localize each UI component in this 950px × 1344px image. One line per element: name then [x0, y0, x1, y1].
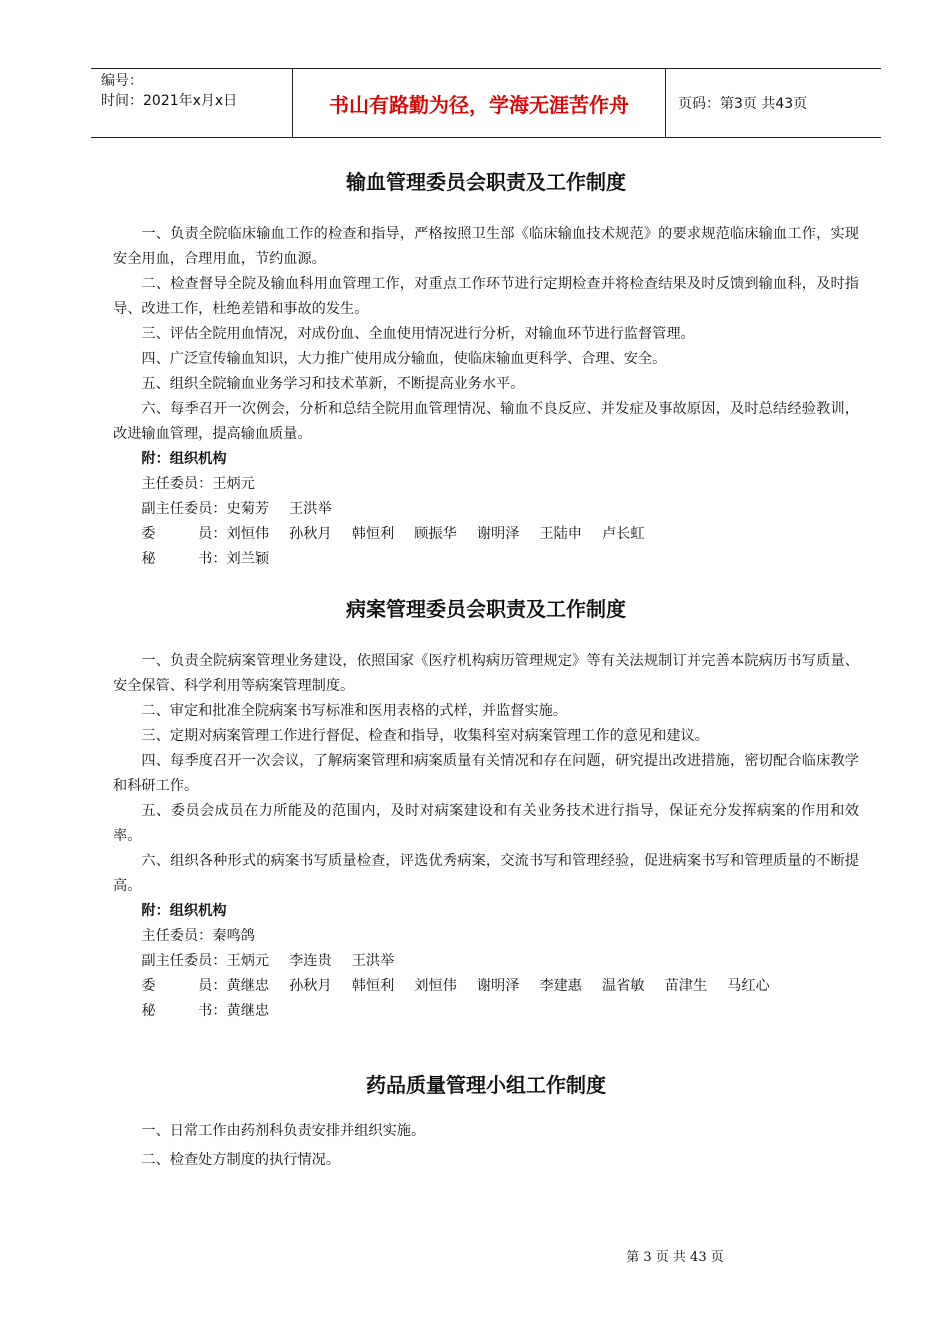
paragraph: 五、委员会成员在力所能及的范围内，及时对病案建设和有关业务技术进行指导，保证充分发挥病案的作用和效率。 [113, 803, 859, 844]
paragraph: 一、负责全院临床输血工作的检查和指导，严格按照卫生部《临床输血技术规范》的要求规范临床输血工作，实现安全用血，合理用血，节约血源。 [113, 226, 859, 267]
header-meta [91, 69, 293, 137]
org-secretary: 秘 书：黄继忠 [141, 1003, 270, 1019]
paragraph: 三、评估全院用血情况，对成份血、全血使用情况进行分析，对输血环节进行监督管理。 [141, 326, 695, 342]
org-secretary: 秘 书：刘兰颖 [141, 551, 270, 567]
document-body [113, 150, 859, 1175]
number-label: 编号： [101, 73, 143, 89]
org-members: 委 员：黄继忠 孙秋月 韩恒利 刘恒伟 谢明泽 李建惠 温省敏 苗津生 马红心 [141, 978, 770, 994]
org-chair: 主任委员：秦鸣鸽 [141, 928, 255, 944]
paragraph: 六、每季召开一次例会，分析和总结全院用血管理情况、输血不良反应、并发症及事故原因，及时总结经验教训，改进输血管理，提高输血质量。 [113, 401, 859, 442]
header-motto: 书山有路勤为径，学海无涯苦作舟 [293, 69, 666, 137]
document-header [91, 68, 881, 138]
paragraph: 四、广泛宣传输血知识，大力推广使用成分输血，使临床输血更科学、合理、安全。 [141, 351, 667, 367]
paragraph: 六、组织各种形式的病案书写质量检查，评选优秀病案，交流书写和管理经验，促进病案书写和管理质量的不断提高。 [113, 853, 859, 894]
paragraph: 三、定期对病案管理工作进行督促、检查和指导，收集科室对病案管理工作的意见和建议。 [141, 728, 709, 744]
org-heading: 附：组织机构 [141, 451, 227, 467]
page-number: 第 3 页 共 43 页 [626, 1250, 724, 1265]
org-heading: 附：组织机构 [141, 903, 227, 919]
org-vice-chair: 副主任委员：史菊芳 王洪举 [141, 501, 332, 517]
paragraph: 一、负责全院病案管理业务建设，依照国家《医疗机构病历管理规定》等有关法规制订并完善本院病历书写质量、安全保管、科学利用等病案管理制度。 [113, 653, 859, 694]
paragraph: 二、审定和批准全院病案书写标准和医用表格的式样，并监督实施。 [141, 703, 568, 719]
org-vice-chair: 副主任委员：王炳元 李连贵 王洪举 [141, 953, 395, 969]
section-title: 药品质量管理小组工作制度 [366, 1073, 606, 1097]
time-label: 时间：2021年x月x日 [101, 93, 238, 109]
page-footer [0, 1246, 950, 1265]
paragraph: 四、每季度召开一次会议，了解病案管理和病案质量有关情况和存在问题，研究提出改进措施，密切配合临床教学和科研工作。 [113, 753, 859, 794]
org-members: 委 员：刘恒伟 孙秋月 韩恒利 顾振华 谢明泽 王陆申 卢长虹 [141, 526, 645, 542]
section-title: 输血管理委员会职责及工作制度 [346, 170, 626, 194]
header-page-info: 页码：第3页 共43页 [678, 96, 808, 112]
paragraph: 二、检查处方制度的执行情况。 [141, 1152, 341, 1168]
section-title: 病案管理委员会职责及工作制度 [346, 597, 626, 621]
org-chair: 主任委员：王炳元 [141, 476, 255, 492]
paragraph: 二、检查督导全院及输血科用血管理工作，对重点工作环节进行定期检查并将检查结果及时反馈到输血科，及时指导、改进工作，杜绝差错和事故的发生。 [113, 276, 859, 317]
paragraph: 五、组织全院输血业务学习和技术革新，不断提高业务水平。 [141, 376, 525, 392]
paragraph: 一、日常工作由药剂科负责安排并组织实施。 [141, 1123, 426, 1139]
